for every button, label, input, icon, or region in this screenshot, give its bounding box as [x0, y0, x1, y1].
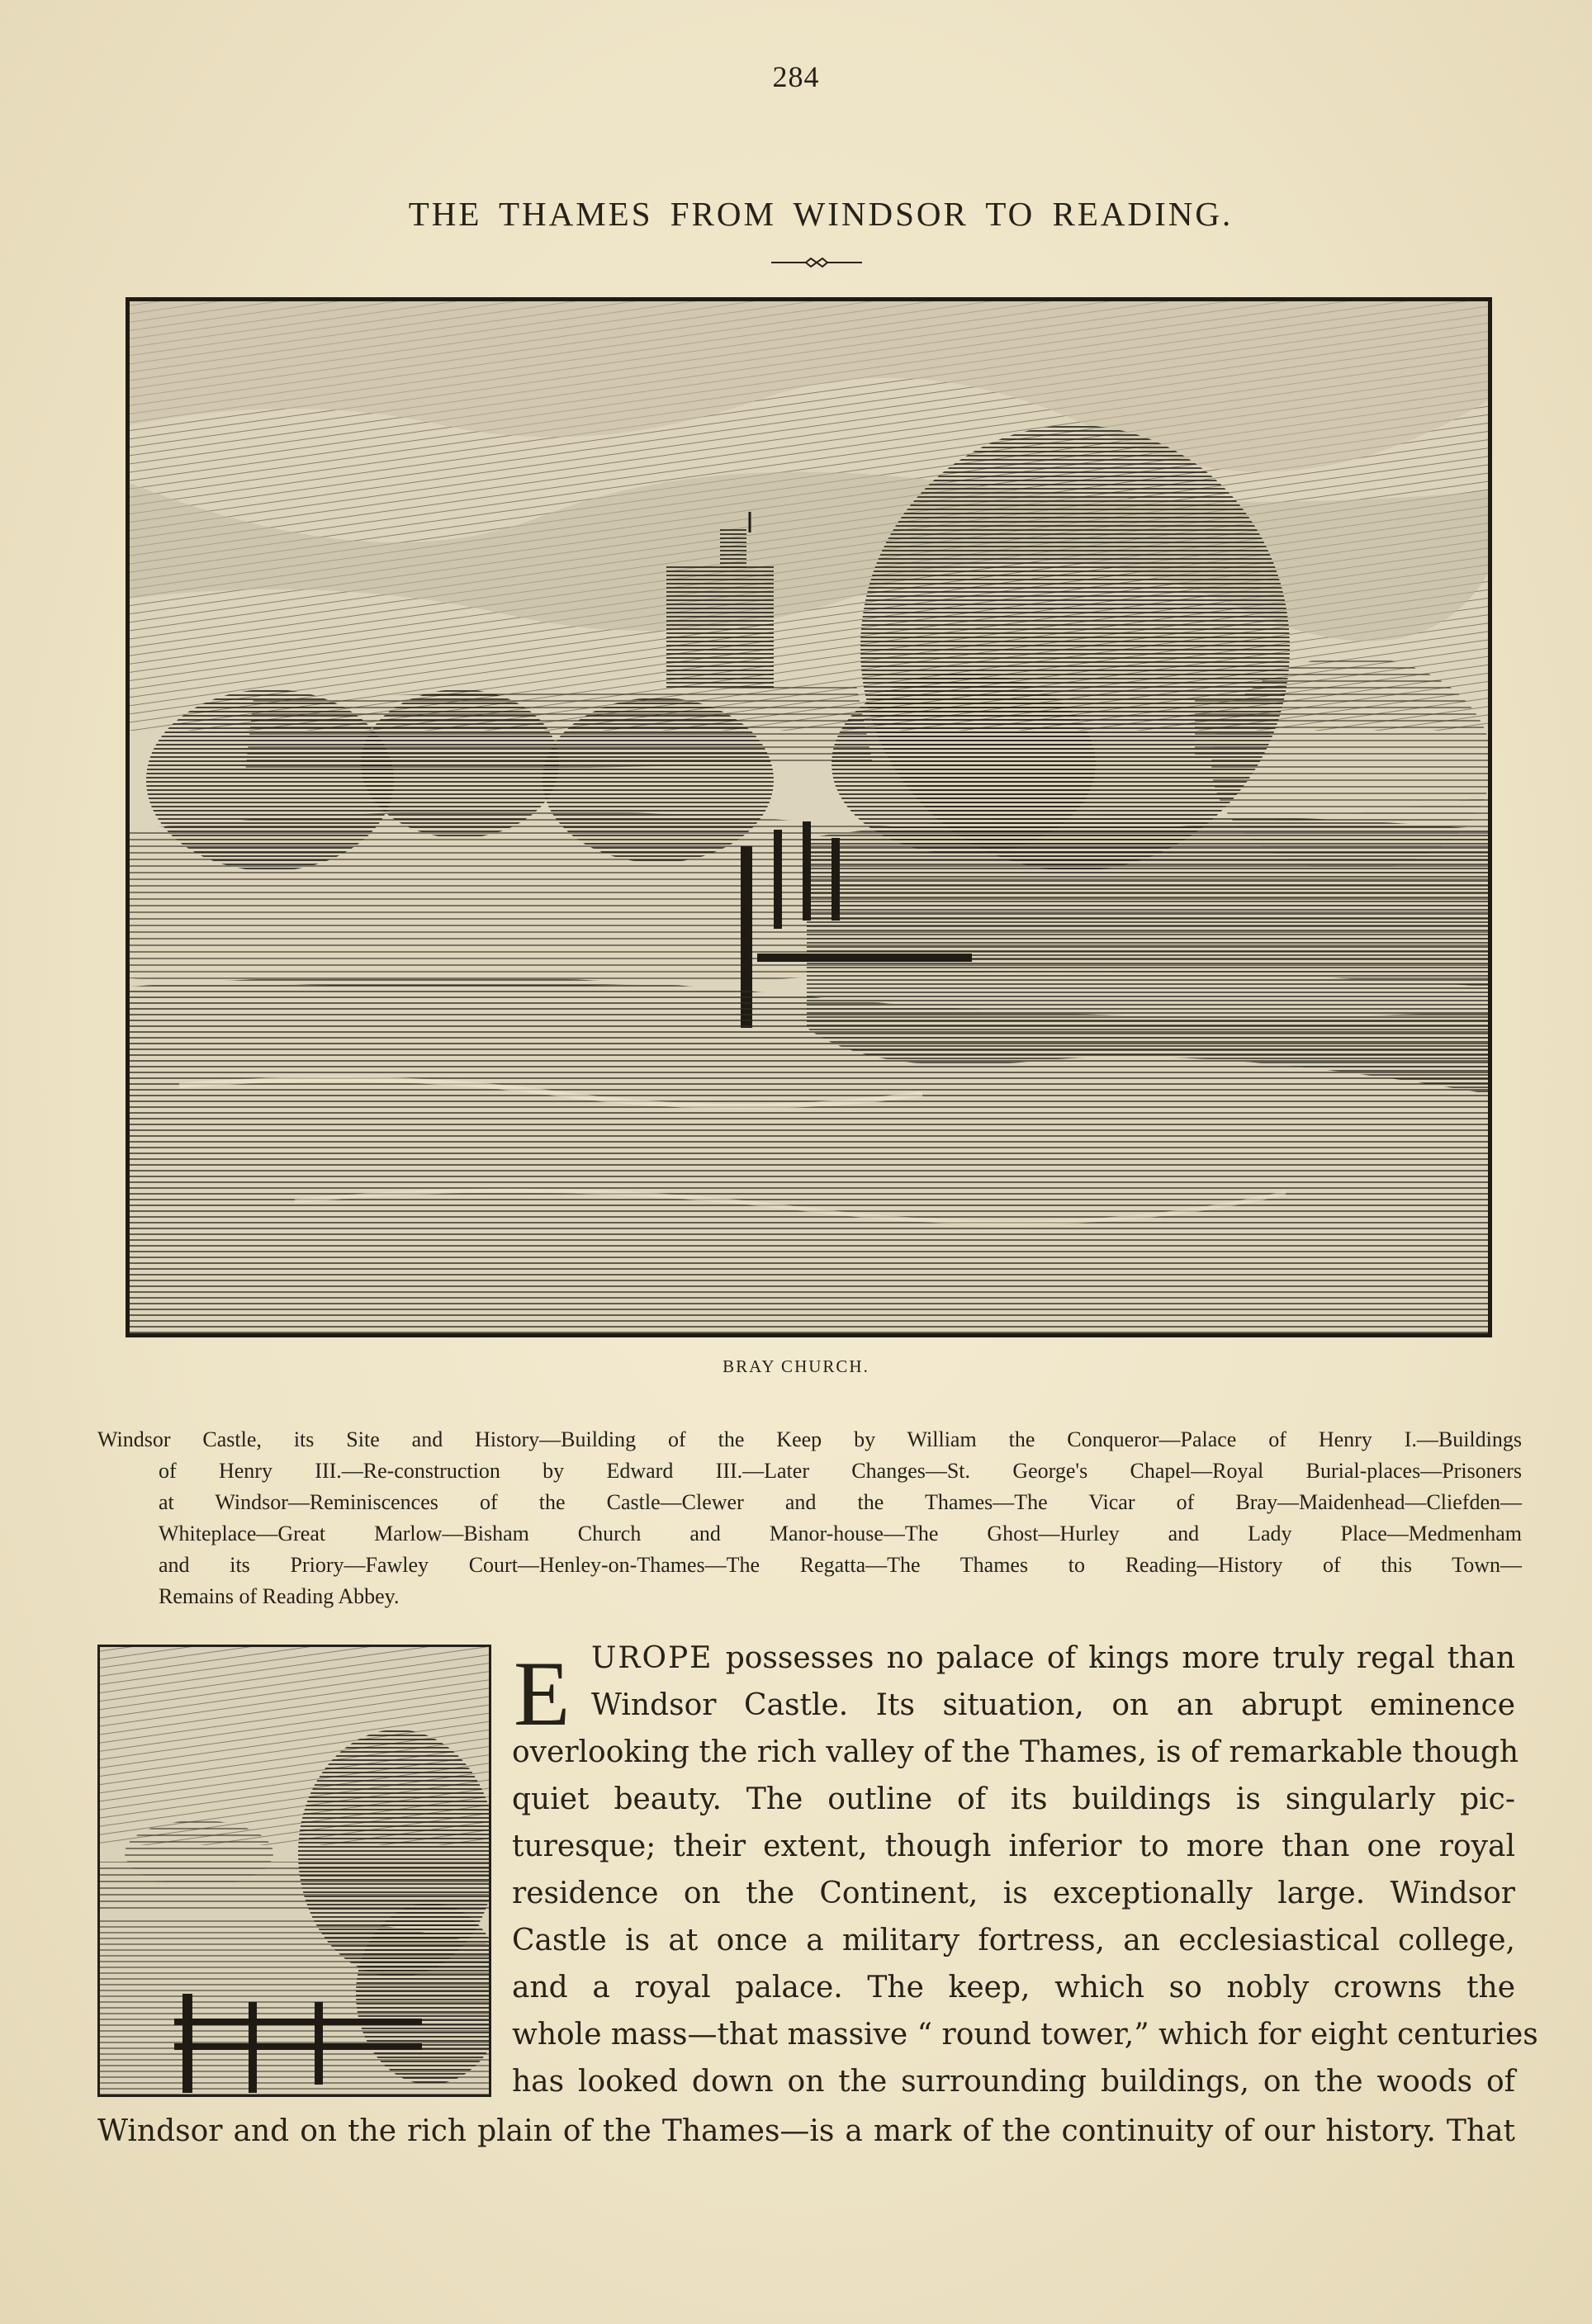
body-line-2: Windsor Castle. Its situation, on an abrupt eminence — [591, 1688, 1515, 1722]
body-line: turesque; their extent, though inferior to more than one royal — [512, 1829, 1515, 1863]
synopsis-line: Remains of Reading Abbey. — [159, 1584, 400, 1608]
body-line-1 — [591, 1635, 1515, 1682]
body-line: quiet beauty. The outline of its buildings is singularly pic- — [512, 1782, 1515, 1816]
body-line: overlooking the rich valley of the Thames, is of remarkable though — [512, 1735, 1519, 1769]
page-number: 284 — [772, 60, 820, 93]
illustration-caption: BRAY CHURCH. — [723, 1356, 869, 1376]
body-line: residence on the Continent, is exceptionally large. Windsor — [512, 1877, 1515, 1910]
body-line-1-rest: possesses no palace of kings more truly regal than — [725, 1641, 1515, 1675]
body-text — [512, 1729, 1538, 2105]
synopsis-line: Windsor Castle, its Site and History—Building of the Keep by William the Conqueror—Palace of Henry I.—Buildings — [97, 1427, 1522, 1451]
full-width-body-line: Windsor and on the rich plain of the Thames—is a mark of the continuity of our history. That — [97, 2114, 1515, 2148]
synopsis-line: and its Priory—Fawley Court—Henley-on-Thames—The Regatta—The Thames to Reading—History of this Town— — [159, 1553, 1522, 1577]
synopsis-line: Whiteplace—Great Marlow—Bisham Church and Manor-house—The Ghost—Hurley and Lady Place—Medmenham — [159, 1522, 1522, 1545]
body-line: Castle is at once a military fortress, an ecclesiastical college, — [512, 1924, 1515, 1957]
river-fence-engraving — [97, 1645, 491, 2097]
opening-lines — [591, 1635, 1515, 1729]
synopsis-line: at Windsor—Reminiscences of the Castle—Clewer and the Thames—The Vicar of Bray—Maidenhead—Cliefden— — [159, 1490, 1522, 1514]
chapter-synopsis — [97, 1424, 1522, 1612]
body-line: has looked down on the surrounding buildings, on the woods of — [512, 2065, 1515, 2099]
body-line: and a royal palace. The keep, which so nobly crowns the — [512, 1971, 1515, 2005]
synopsis-line: of Henry III.—Re-construction by Edward III.—Later Changes—St. George's Chapel—Royal Burial-places—Prisoners — [159, 1459, 1522, 1483]
title-ornament — [771, 253, 862, 272]
page-title: THE THAMES FROM WINDSOR TO READING. — [408, 195, 1234, 233]
small-caps-word: UROPE — [591, 1641, 713, 1675]
bray-church-engraving — [126, 297, 1492, 1337]
body-line: whole mass—that massive “ round tower,” which for eight centuries — [512, 2018, 1538, 2052]
drop-cap: E — [514, 1643, 571, 1745]
